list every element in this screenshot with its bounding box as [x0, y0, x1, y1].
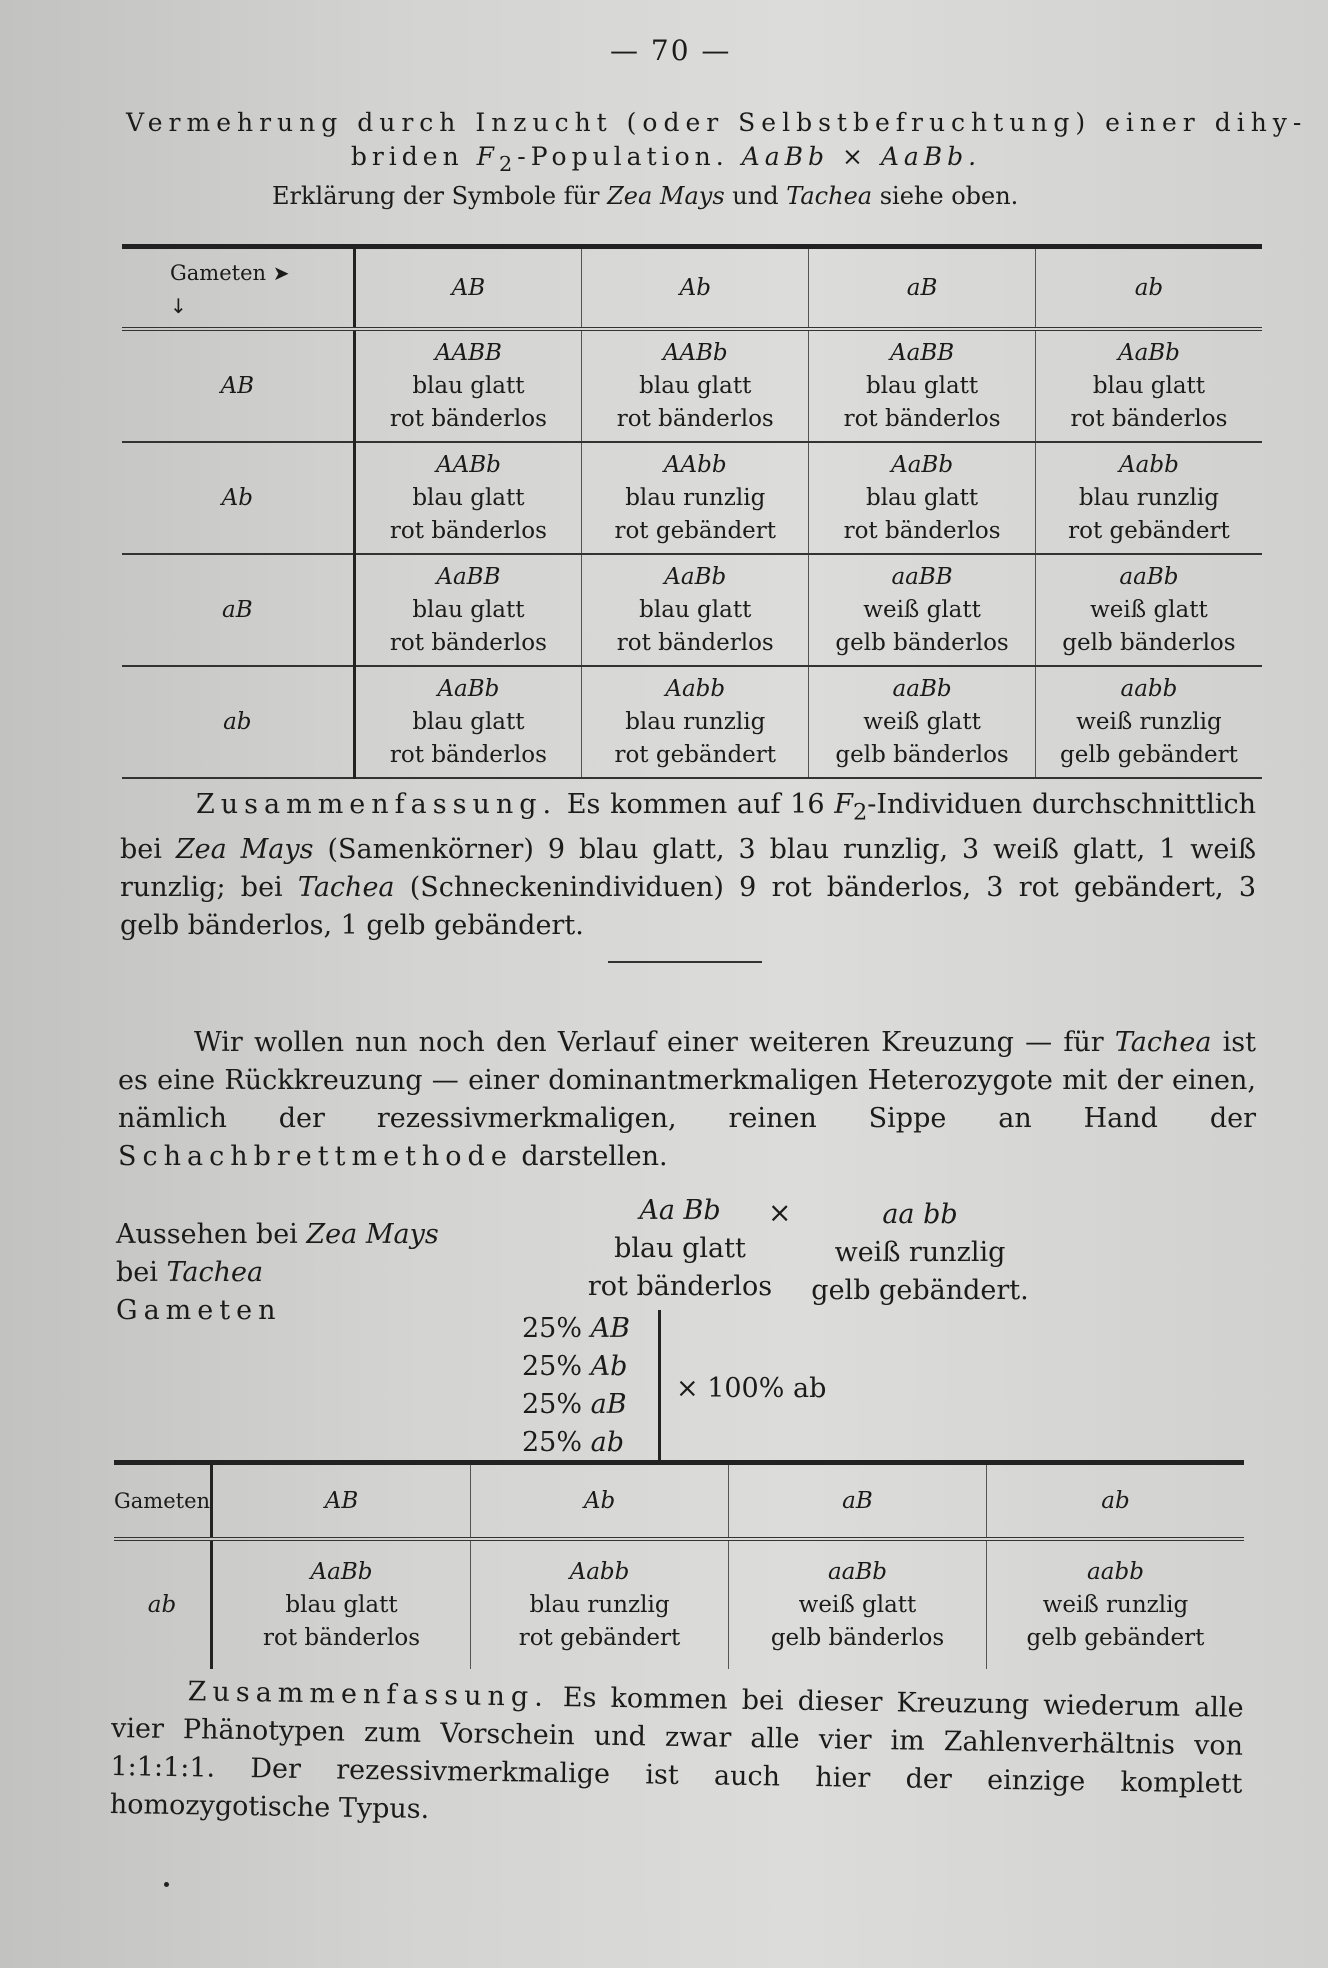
column-gamete: Ab — [679, 274, 711, 301]
heading-f: F — [476, 142, 499, 171]
genotype: Aabb — [665, 675, 726, 702]
parent-phenotype-zea: weiß runzlig — [834, 1237, 1006, 1268]
gamete-brace — [648, 1310, 661, 1464]
column-header — [354, 249, 582, 329]
table-cell — [986, 1539, 1244, 1669]
explain-text: Erklärung der Symbole für — [272, 182, 608, 210]
phenotype-tachea: rot gebändert — [614, 517, 777, 544]
genotype: AaBb — [891, 451, 954, 478]
summary-text: -Individuen durchschnittlich bei — [120, 789, 1256, 866]
gamete-item — [522, 1310, 630, 1348]
row-gamete: aB — [222, 596, 253, 623]
column-gamete: aB — [842, 1487, 873, 1514]
parent-phenotype-tachea: gelb gebändert. — [811, 1275, 1029, 1306]
gamete-item — [522, 1348, 630, 1386]
gamete-result: × 100% ab — [676, 1373, 827, 1404]
phenotype-zea: blau glatt — [639, 372, 752, 399]
column-header — [212, 1465, 471, 1539]
paragraph-text: darstellen. — [512, 1141, 668, 1172]
gamete-percent: 25% — [522, 1351, 583, 1382]
genotype: AaBb — [310, 1558, 373, 1585]
phenotype-tachea: gelb bänderlos — [835, 629, 1009, 656]
row-header — [114, 1539, 212, 1669]
explain-and: und — [724, 182, 787, 210]
phenotype-tachea: rot bänderlos — [616, 405, 774, 432]
phenotype-zea: blau glatt — [412, 596, 525, 623]
table-row — [122, 554, 1262, 666]
table-cell — [729, 1539, 987, 1669]
phenotype-zea: weiß glatt — [863, 708, 981, 735]
phenotype-zea: blau runzlig — [529, 1591, 670, 1618]
table-cell — [354, 442, 582, 554]
backcross-table — [114, 1460, 1244, 1669]
genotype: aaBB — [891, 563, 953, 590]
heading-population: -Population. — [517, 142, 742, 171]
phenotype-zea: blau glatt — [865, 484, 979, 511]
genotype: AaBB — [436, 563, 501, 590]
table-cell — [354, 666, 582, 778]
table-cell — [471, 1539, 729, 1669]
label-tachea-name: Tachea — [166, 1257, 264, 1288]
symbol-explanation — [272, 182, 1018, 210]
section-heading — [126, 106, 1308, 181]
phenotype-tachea: rot bänderlos — [616, 629, 774, 656]
phenotype-zea: blau glatt — [412, 484, 525, 511]
phenotype-tachea: rot bänderlos — [389, 629, 547, 656]
label-tachea — [116, 1254, 439, 1292]
body-paragraph — [118, 1024, 1256, 1176]
table-cell — [809, 666, 1036, 778]
label-gameten: Gameten — [116, 1295, 282, 1326]
section-divider — [608, 961, 762, 963]
table-cell — [809, 329, 1036, 442]
genotype: aaBb — [892, 675, 952, 702]
gamete-item — [522, 1424, 630, 1462]
phenotype-tachea: rot gebändert — [614, 741, 777, 768]
summary-text: Es kommen auf 16 — [557, 789, 835, 820]
row-header — [122, 666, 354, 778]
paragraph-text: Wir wollen nun noch den Verlauf einer weiteren Kreuzung — für — [194, 1027, 1115, 1058]
phenotype-zea: blau runzlig — [625, 484, 766, 511]
parent-heterozygote — [560, 1192, 800, 1306]
paragraph-text: ist es eine Rückkreuzung — einer dominantmerkmaligen Heterozygote mit der einen, nämlich der rezessivmerkmaligen, reinen Sippe an Hand der — [118, 1027, 1256, 1134]
table-cell — [809, 442, 1036, 554]
summary-label: Zusammenfassung. — [187, 1676, 550, 1713]
table-row — [122, 329, 1262, 442]
phenotype-zea: weiß runzlig — [1076, 708, 1222, 735]
table-cell — [212, 1539, 471, 1669]
phenotype-tachea: gelb bänderlos — [770, 1624, 945, 1651]
summary-text: (Samenkörner) 9 blau glatt, 3 blau runzlig, 3 weiß glatt, 1 weiß runzlig; bei — [120, 834, 1256, 904]
heading-cross: AaBb × AaBb. — [741, 142, 982, 171]
row-header — [122, 329, 354, 442]
table-cell — [1035, 329, 1262, 442]
summary-f-sub: 2 — [852, 799, 868, 826]
column-header — [809, 249, 1036, 329]
phenotype-tachea: gelb bänderlos — [1062, 629, 1236, 656]
row-gamete: AB — [220, 372, 255, 399]
table-row — [122, 666, 1262, 778]
table-row — [114, 1539, 1244, 1669]
paragraph-tachea: Tachea — [1114, 1027, 1212, 1058]
explain-tachea: Tachea — [786, 182, 873, 210]
phenotype-zea: weiß runzlig — [1042, 1591, 1189, 1618]
phenotype-tachea: gelb gebändert — [1026, 1624, 1205, 1651]
row-gamete: ab — [147, 1591, 177, 1618]
phenotype-tachea: rot gebändert — [518, 1624, 681, 1651]
dihybrid-punnett-table — [122, 244, 1262, 779]
phenotype-zea: blau glatt — [1092, 372, 1206, 399]
table-cell — [1035, 554, 1262, 666]
genotype: AaBb — [1117, 339, 1180, 366]
phenotype-tachea: rot bänderlos — [263, 1624, 420, 1651]
gamete-type: aB — [590, 1389, 627, 1420]
phenotype-zea: blau glatt — [639, 596, 752, 623]
gamete-percent: 25% — [522, 1389, 583, 1420]
gamete-percent: 25% — [522, 1313, 583, 1344]
table-cell — [1035, 442, 1262, 554]
phenotype-zea: weiß glatt — [1090, 596, 1208, 623]
genotype: AAbb — [663, 451, 727, 478]
genotype: aaBb — [827, 1558, 888, 1585]
column-header — [729, 1465, 987, 1539]
gamete-type: Ab — [590, 1351, 628, 1382]
cross-row-labels — [116, 1216, 439, 1330]
column-header — [471, 1465, 729, 1539]
phenotype-zea: blau glatt — [412, 708, 525, 735]
column-header — [1035, 249, 1262, 329]
parent-genotype: aa bb — [882, 1199, 958, 1230]
summary-text: Es kommen bei dieser Kreuzung wiederum alle vier Phänotypen zum Vorschein und zwar alle vier im Zahlenverhältnis von 1:1:1:1. Der rezessivmerkmalige ist auch hier der einzige komplett homozygotische Typus. — [109, 1681, 1244, 1825]
row-gamete: ab — [223, 708, 252, 735]
summary-paragraph-2 — [110, 1672, 1244, 1842]
gameten-corner: Gameten — [114, 1465, 212, 1539]
parent-recessive — [790, 1196, 1050, 1310]
page-number: — 70 — — [610, 34, 732, 67]
phenotype-tachea: rot bänderlos — [843, 517, 1001, 544]
genotype: AaBb — [664, 563, 727, 590]
genotype: aabb — [1087, 1558, 1144, 1585]
phenotype-zea: weiß glatt — [798, 1591, 917, 1618]
row-gamete: Ab — [221, 484, 253, 511]
heading-line-1: Vermehrung durch Inzucht (oder Selbstbefruchtung) einer dihy- — [126, 108, 1308, 137]
row-header — [122, 554, 354, 666]
gameten-corner — [122, 249, 354, 329]
column-gamete: aB — [906, 274, 938, 301]
cross-times-sign: × — [768, 1196, 792, 1229]
heading-line-2 — [66, 140, 1266, 181]
parent-phenotype-tachea: rot bänderlos — [587, 1271, 773, 1302]
corner-label: Gameten — [170, 261, 267, 285]
arrow-right-icon: ➤ — [272, 261, 290, 285]
phenotype-tachea: rot bänderlos — [389, 405, 547, 432]
heading-text: briden — [350, 142, 477, 171]
table-header-row — [122, 249, 1262, 329]
genotype: AABb — [435, 451, 501, 478]
gamete-list — [522, 1310, 630, 1462]
phenotype-tachea: rot bänderlos — [389, 741, 547, 768]
explain-post: siehe oben. — [872, 182, 1019, 210]
parent-genotype: Aa Bb — [639, 1195, 721, 1226]
table-cell — [354, 329, 582, 442]
phenotype-tachea: gelb bänderlos — [835, 741, 1009, 768]
label-aussehen — [116, 1216, 439, 1254]
print-speck — [164, 1882, 169, 1887]
phenotype-zea: blau runzlig — [1078, 484, 1219, 511]
row-header — [122, 442, 354, 554]
genotype: AABB — [434, 339, 502, 366]
gamete-type: ab — [590, 1427, 624, 1458]
column-header — [582, 249, 809, 329]
gamete-percent: 25% — [522, 1427, 583, 1458]
table-cell — [582, 442, 809, 554]
table-cell — [1035, 666, 1262, 778]
summary-f: F — [834, 789, 853, 820]
phenotype-tachea: rot gebändert — [1068, 517, 1230, 544]
summary-tachea: Tachea — [297, 872, 395, 904]
explain-zea: Zea Mays — [607, 182, 725, 210]
genotype: aabb — [1120, 675, 1178, 702]
table-row — [122, 442, 1262, 554]
column-gamete: AB — [451, 274, 486, 301]
gamete-type: AB — [590, 1313, 630, 1344]
table-cell — [582, 329, 809, 442]
label-text: Aussehen bei — [116, 1219, 307, 1250]
genotype: AaBB — [890, 339, 955, 366]
gamete-item — [522, 1386, 630, 1424]
label-text: bei — [116, 1257, 167, 1288]
phenotype-tachea: rot bänderlos — [1070, 405, 1228, 432]
summary-paragraph-1 — [120, 786, 1256, 945]
table-cell — [582, 554, 809, 666]
genotype: AaBb — [437, 675, 500, 702]
column-gamete: Ab — [583, 1487, 616, 1514]
phenotype-zea: weiß glatt — [863, 596, 981, 623]
phenotype-zea: blau glatt — [865, 372, 979, 399]
column-gamete: ab — [1134, 274, 1164, 301]
phenotype-zea: blau glatt — [412, 372, 525, 399]
phenotype-zea: blau runzlig — [625, 708, 766, 735]
column-header — [986, 1465, 1244, 1539]
summary-text: (Schneckenindividuen) 9 rot bänderlos, 3 rot gebändert, 3 gelb bänderlos, 1 gelb gebändert. — [120, 872, 1256, 942]
table-cell — [354, 554, 582, 666]
parent-phenotype-zea: blau glatt — [614, 1233, 746, 1264]
summary-zea: Zea Mays — [175, 834, 314, 866]
table-cell — [582, 666, 809, 778]
arrow-down-icon: ↓ — [170, 294, 187, 318]
paragraph-spaced-term: Schachbrettmethode — [118, 1141, 513, 1172]
genotype: AABb — [662, 339, 728, 366]
phenotype-tachea: rot bänderlos — [843, 405, 1001, 432]
summary-label: Zusammenfassung. — [196, 789, 558, 820]
genotype: Aabb — [1119, 451, 1179, 478]
genotype: aaBb — [1119, 563, 1179, 590]
genotype: Aabb — [569, 1558, 630, 1585]
label-zea: Zea Mays — [306, 1219, 439, 1250]
column-gamete: AB — [324, 1487, 359, 1514]
table-cell — [809, 554, 1036, 666]
table-header-row — [114, 1465, 1244, 1539]
column-gamete: ab — [1101, 1487, 1130, 1514]
phenotype-zea: blau glatt — [285, 1591, 398, 1618]
phenotype-tachea: gelb gebändert — [1059, 741, 1238, 768]
phenotype-tachea: rot bänderlos — [389, 517, 547, 544]
heading-f-sub: 2 — [499, 152, 518, 176]
